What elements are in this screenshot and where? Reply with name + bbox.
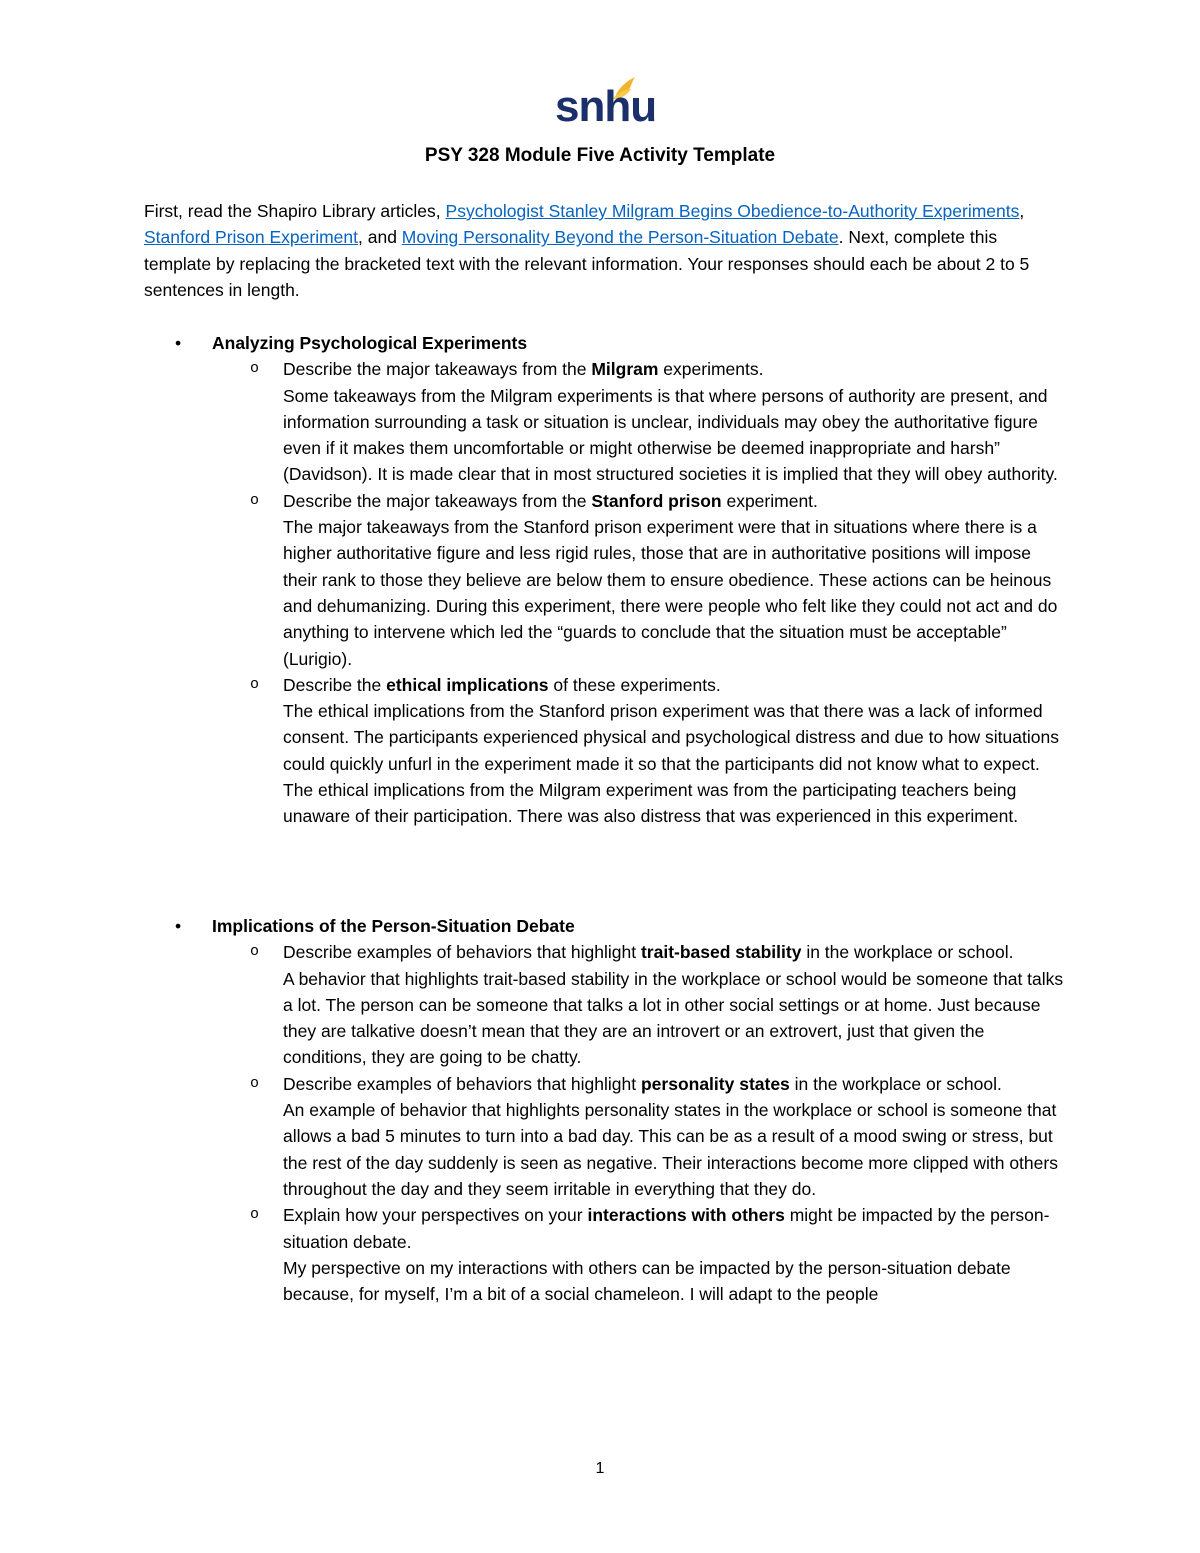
question-text: Describe the xyxy=(283,674,387,695)
question-text: in the workplace or school. xyxy=(801,942,1014,963)
section-heading-text: Implications of the Person-Situation Debate xyxy=(212,916,575,936)
question-text: Describe the major takeaways from the xyxy=(283,359,592,380)
page-title: PSY 328 Module Five Activity Template xyxy=(424,145,776,166)
intro-text-2: . Next, complete this template by replacing the bracketed text with the relevant information. Your responses should each be about 2 to 5 sentences in length. xyxy=(144,227,1030,300)
question-text: experiments. xyxy=(658,359,764,380)
sub-bullet-icon: o xyxy=(250,360,260,378)
question-text: Describe examples of behaviors that highlight xyxy=(283,1073,641,1094)
question-text: of these experiments. xyxy=(548,674,721,695)
question-item xyxy=(144,1071,1064,1097)
answer-text: My perspective on my interactions with others can be impacted by the person-situation debate because, for myself, I’m a bit of a social chameleon. I will adapt to the people xyxy=(283,1257,1011,1305)
snhu-logo xyxy=(555,75,657,135)
question-text: in the workplace or school. xyxy=(789,1073,1002,1094)
intro-sep-1: , xyxy=(1019,201,1025,221)
link-stanford-article[interactable]: Stanford Prison Experiment xyxy=(144,227,358,248)
bullet-icon: • xyxy=(175,916,182,936)
question-emphasis: Stanford prison xyxy=(591,490,722,511)
intro-sep-2: , and xyxy=(358,227,402,248)
section-analyzing-experiments xyxy=(144,330,1064,830)
intro-text-1: First, read the Shapiro Library articles, xyxy=(144,201,446,221)
question-item xyxy=(144,672,1064,698)
question-emphasis: personality states xyxy=(640,1073,790,1094)
question-item xyxy=(144,356,1064,382)
question-emphasis: interactions with others xyxy=(587,1205,785,1226)
answer-text: An example of behavior that highlights personality states in the workplace or school is someone that allows a bad 5 minutes to turn into a bad day. This can be as a result of a mood swing or stress, but the rest of the day suddenly is seen as negative. Their interactions become more clipped with others throughout the day and they seem irritable in everything that they do. xyxy=(283,1100,1058,1199)
question-text: might be impacted by the person-situation debate. xyxy=(283,1205,1050,1252)
section-heading xyxy=(144,330,1064,356)
page-number: 1 xyxy=(595,1460,605,1477)
question-item xyxy=(144,488,1064,514)
question-item xyxy=(144,1202,1064,1255)
answer-text: The major takeaways from the Stanford prison experiment were that in situations where there is a higher authoritative figure and less rigid rules, those that are in authoritative positions will impose their rank to those they believe are below them to ensure obedience. These actions can be heinous and dehumanizing. During this experiment, there were people who felt like they could not act and do anything to intervene which led the “guards to conclude that the situation must be acceptable” (Lurigio). xyxy=(283,517,1058,669)
sub-bullet-icon: o xyxy=(250,491,260,509)
link-milgram-article[interactable]: Psychologist Stanley Milgram Begins Obedience-to-Authority Experiments xyxy=(445,201,1020,221)
question-emphasis: ethical implications xyxy=(386,674,549,695)
answer-text: The ethical implications from the Stanford prison experiment was that there was a lack of informed consent. The participants experienced physical and psychological distress and due to how situations could quickly unfurl in the experiment made it so that the participants did not know what to expect. The ethical implications from the Milgram experiment was from the participating teachers being unaware of their participation. There was also distress that was experienced in this experiment. xyxy=(283,701,1059,827)
question-emphasis: Milgram xyxy=(591,359,659,380)
intro-paragraph xyxy=(144,198,1064,303)
sub-bullet-icon: o xyxy=(250,675,260,693)
bullet-icon: • xyxy=(175,333,182,353)
question-text: experiment. xyxy=(721,490,818,511)
sub-bullet-icon: o xyxy=(250,1074,260,1092)
question-text: Describe the major takeaways from the xyxy=(283,490,592,511)
sub-bullet-icon: o xyxy=(250,943,260,961)
section-person-situation xyxy=(144,913,1064,1307)
sub-bullet-icon: o xyxy=(250,1206,260,1224)
question-text: Explain how your perspectives on your xyxy=(283,1205,588,1226)
answer-text: A behavior that highlights trait-based stability in the workplace or school would be someone that talks a lot. The person can be someone that talks a lot in other social settings or at home. Just because they are talkative doesn’t mean that they are an introvert or an extrovert, just that given the conditions, they are going to be chatty. xyxy=(283,968,1064,1068)
section-heading xyxy=(144,913,1064,939)
section-heading-text: Analyzing Psychological Experiments xyxy=(212,333,528,353)
logo-text: snhu xyxy=(555,82,657,131)
answer-text: Some takeaways from the Milgram experiments is that where persons of authority are present, and information surrounding a task or situation is unclear, individuals may obey the authoritative figure even if it makes them uncomfortable or might otherwise be deemed inappropriate and harsh” (Davidson). It is made clear that in most structured societies it is implied that they will obey authority. xyxy=(283,385,1058,485)
question-text: Describe examples of behaviors that highlight xyxy=(283,942,641,963)
question-emphasis: trait-based stability xyxy=(640,942,802,963)
question-item xyxy=(144,939,1064,965)
link-person-situation-article[interactable]: Moving Personality Beyond the Person-Situation Debate xyxy=(401,227,839,248)
